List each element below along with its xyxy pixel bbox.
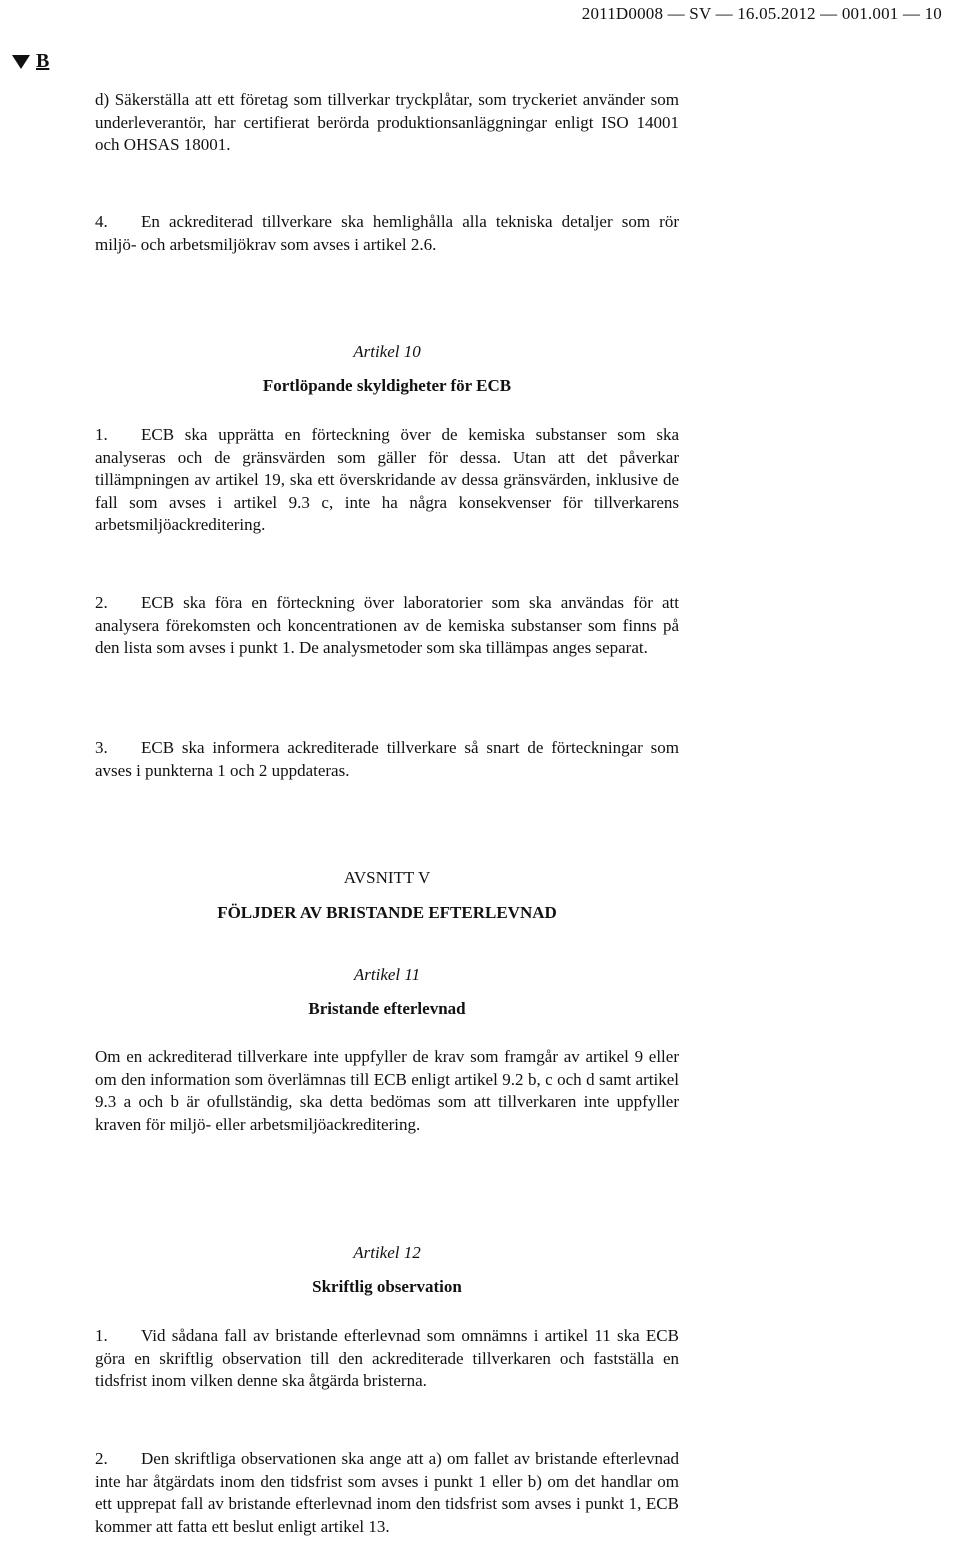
- section-5-title: FÖLJDER AV BRISTANDE EFTERLEVNAD: [217, 903, 557, 922]
- amendment-marker: [12, 50, 49, 73]
- article-12-label: Artikel 12: [353, 1243, 421, 1262]
- article-10-paragraph-1: [95, 424, 679, 537]
- paragraph-4-text: En ackrediterad tillverkare ska hemlighålla alla tekniska detaljer som rör miljö- och arbetsmiljökrav som avses i artikel 2.6.: [95, 212, 679, 254]
- running-header: 2011D0008 — SV — 16.05.2012 — 001.001 — 10: [581, 4, 942, 23]
- article-10-paragraph-2: [95, 592, 679, 660]
- article-10-paragraph-2-text: ECB ska föra en förteckning över laboratorier som ska användas för att analysera förekomsten och koncentrationen av de kemiska substanser som finns på den lista som avses i punkt 1. De analysmetoder som ska tillämpas anges separat.: [95, 593, 679, 658]
- article-12-paragraph-1: [95, 1325, 679, 1393]
- article-10-title: Fortlöpande skyldigheter för ECB: [262, 376, 512, 395]
- article-12-title: Skriftlig observation: [312, 1277, 462, 1296]
- article-10-paragraph-3-number: 3.: [95, 738, 108, 757]
- article-11-label: Artikel 11: [353, 965, 421, 984]
- article-10-paragraph-1-text: ECB ska upprätta en förteckning över de kemiska substanser som ska analyseras och de gränsvärden som gäller för dessa. Utan att det påverkar tillämpningen av artikel 19, ska ett överskridande av dessa gränsvärden, inklusive de fall som avses i artikel 9.3 c, inte ha några konsekvenser för tillverkarens arbetsmiljöackreditering.: [95, 425, 679, 535]
- article-10-paragraph-2-number: 2.: [95, 593, 108, 612]
- article-10-label: Artikel 10: [353, 342, 421, 361]
- paragraph-d: [95, 89, 679, 157]
- amendment-marker-letter: B: [36, 50, 50, 72]
- section-5-label: AVSNITT V: [343, 868, 431, 887]
- article-12-paragraph-2-number: 2.: [95, 1449, 108, 1468]
- paragraph-d-text: d) Säkerställa att ett företag som tillverkar tryckplåtar, som tryckeriet använder som underleverantör, har certifierat berörda produktionsanläggningar enligt ISO 14001 och OHSAS 18001.: [95, 90, 679, 155]
- article-10-paragraph-3-text: ECB ska informera ackrediterade tillverkare så snart de förteckningar som avses i punkterna 1 och 2 uppdateras.: [95, 738, 679, 780]
- article-12-paragraph-1-text: Vid sådana fall av bristande efterlevnad som omnämns i artikel 11 ska ECB göra en skriftlig observation till den ackrediterade tillverkaren och fastställa en tidsfrist inom vilken denne ska åtgärda bristerna.: [95, 1326, 679, 1391]
- article-12-paragraph-1-number: 1.: [95, 1326, 108, 1345]
- article-11-paragraph-text: Om en ackrediterad tillverkare inte uppfyller de krav som framgår av artikel 9 eller om den information som överlämnas till ECB enligt artikel 9.2 b, c och d samt artikel 9.3 a och b är ofullständig, ska detta bedömas som att tillverkaren inte uppfyller kraven för miljö- eller arbetsmiljöackreditering.: [95, 1047, 679, 1134]
- paragraph-4: [95, 211, 679, 256]
- triangle-down-icon: [12, 55, 30, 69]
- article-11-title: Bristande efterlevnad: [308, 999, 466, 1018]
- article-10-paragraph-1-number: 1.: [95, 425, 108, 444]
- article-12-paragraph-2: [95, 1448, 679, 1538]
- article-12-paragraph-2-text: Den skriftliga observationen ska ange att a) om fallet av bristande efterlevnad inte har åtgärdats inom den tidsfrist som avses i punkt 1 eller b) om det handlar om ett upprepat fall av bristande efterlevnad inom den tidsfrist som avses i punkt 1, ECB kommer att fatta ett beslut enligt artikel 13.: [95, 1449, 679, 1536]
- paragraph-4-number: 4.: [95, 212, 108, 231]
- article-11-paragraph: [95, 1046, 679, 1136]
- article-10-paragraph-3: [95, 737, 679, 782]
